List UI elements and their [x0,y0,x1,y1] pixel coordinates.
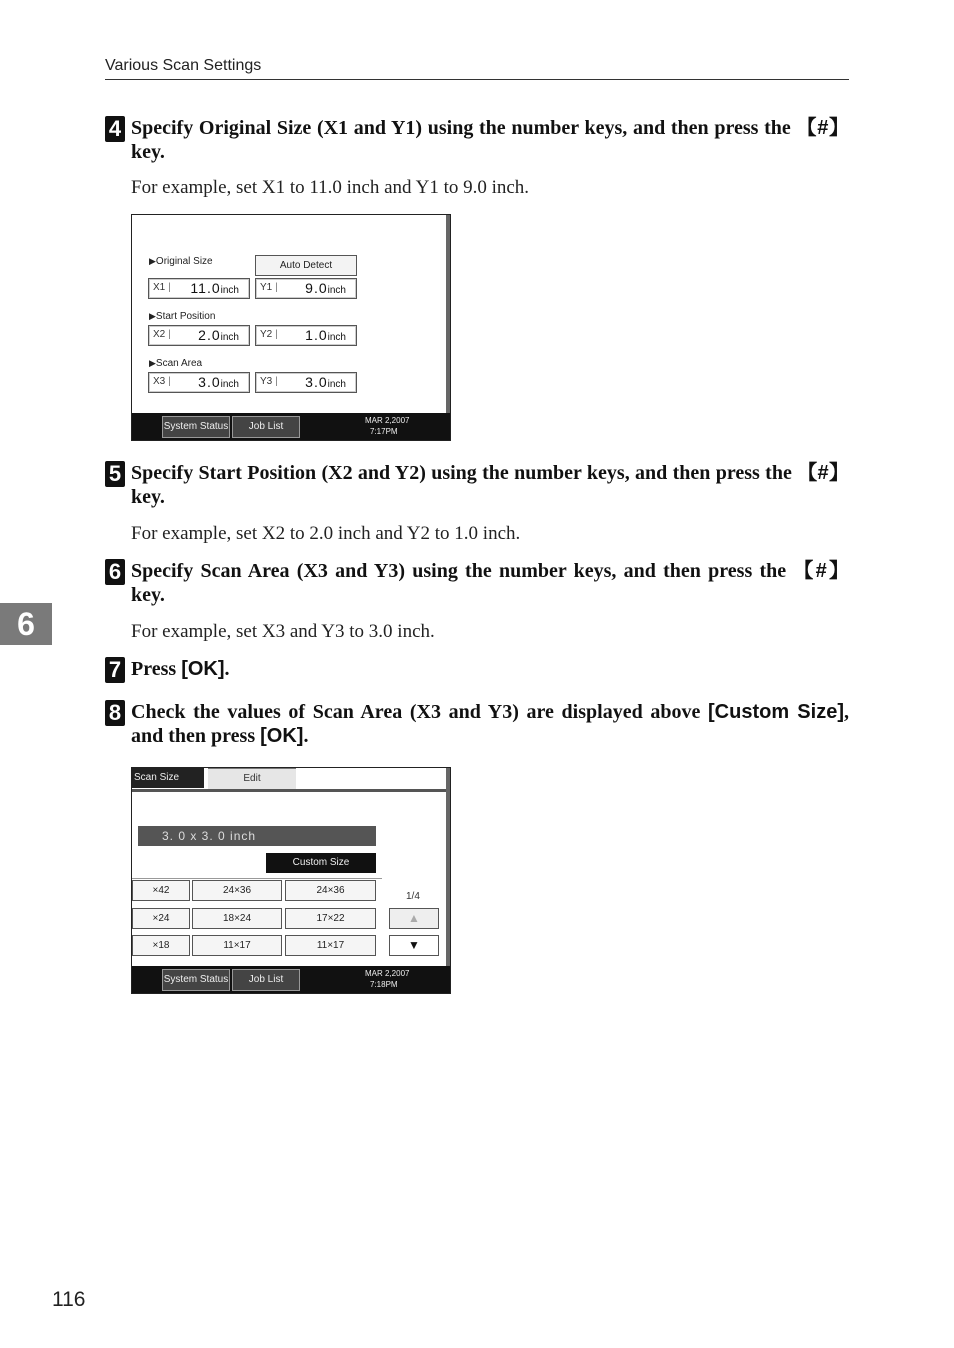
x1-field[interactable]: X1 | 11.0inch [148,278,250,299]
step-6-note: For example, set X3 and Y3 to 3.0 inch. [131,621,435,642]
time-display: 7:17PM [370,427,398,436]
paper-size-button[interactable]: 11×17 [192,935,282,956]
step-number: 6 [105,559,125,585]
step-instruction: Specify Scan Area (X3 and Y3) using the number keys, and then press the 【#】 key. [131,560,849,606]
status-bar [132,413,450,440]
scan-area-label: ▶ Scan Area [149,358,202,369]
step-number: 5 [105,461,125,487]
panel-screenshot-original-size [131,214,451,441]
original-size-label: ▶ Original Size [149,256,213,267]
paper-size-button[interactable]: ×18 [132,935,190,956]
step-7 [105,657,849,685]
step-instruction: Specify Original Size (X1 and Y1) using the number keys, and then press the 【#】 key. [131,117,850,163]
date-display: MAR 2,2007 [365,969,410,978]
grid-divider [132,878,382,879]
paper-size-button[interactable]: ×42 [132,880,190,901]
tab-divider [132,789,446,792]
step-instruction: Press [OK]. [131,658,230,680]
time-display: 7:18PM [370,980,398,989]
running-header: Various Scan Settings [105,57,262,74]
paper-size-button[interactable]: ×24 [132,908,190,929]
custom-size-display: 3. 0 x 3. 0 inch [138,826,376,846]
date-display: MAR 2,2007 [365,416,410,425]
step-4-note: For example, set X1 to 11.0 inch and Y1 to 9.0 inch. [131,177,530,198]
job-list-button[interactable]: Job List [232,416,300,438]
job-list-button[interactable]: Job List [232,969,300,991]
y1-field[interactable]: Y1 | 9.0inch [255,278,357,299]
paper-size-button[interactable]: 11×17 [285,935,376,956]
chapter-tab: 6 [0,603,52,645]
panel-screenshot-scan-size [131,767,451,994]
auto-detect-button[interactable]: Auto Detect [255,255,357,276]
tab-scan-size[interactable]: Scan Size [132,768,204,788]
step-6 [105,559,849,609]
step-instruction: Check the values of Scan Area (X3 and Y3) are displayed above [Custom Size], and then press [OK]. [131,701,849,747]
x2-field[interactable]: X2 | 2.0inch [148,325,250,346]
tab-edit[interactable]: Edit [208,768,296,789]
custom-size-button[interactable]: Custom Size [266,853,376,873]
step-instruction: Specify Start Position (X2 and Y2) using the number keys, and then press the 【#】 key. [131,462,849,508]
start-position-label: ▶ Start Position [149,311,215,322]
step-number: 8 [105,700,125,726]
y2-field[interactable]: Y2 | 1.0inch [255,325,357,346]
step-5 [105,461,849,511]
system-status-button[interactable]: System Status [162,416,230,438]
paper-size-button[interactable]: 17×22 [285,908,376,929]
panel-border [446,215,450,413]
x3-field[interactable]: X3 | 3.0inch [148,372,250,393]
panel-border [446,768,450,966]
up-arrow-icon[interactable]: ▲ [389,908,439,929]
paper-size-button[interactable]: 24×36 [192,880,282,901]
status-bar [132,966,450,993]
step-4 [105,116,849,166]
system-status-button[interactable]: System Status [162,969,230,991]
down-arrow-icon[interactable]: ▼ [389,935,439,956]
header-rule [105,79,849,80]
paper-size-button[interactable]: 24×36 [285,880,376,901]
step-number: 4 [105,116,125,142]
step-8 [105,700,849,750]
step-5-note: For example, set X2 to 2.0 inch and Y2 to 1.0 inch. [131,523,521,544]
step-number: 7 [105,657,125,683]
page-indicator: 1/4 [406,891,420,902]
page-number: 116 [52,1288,86,1311]
paper-size-button[interactable]: 18×24 [192,908,282,929]
y3-field[interactable]: Y3 | 3.0inch [255,372,357,393]
